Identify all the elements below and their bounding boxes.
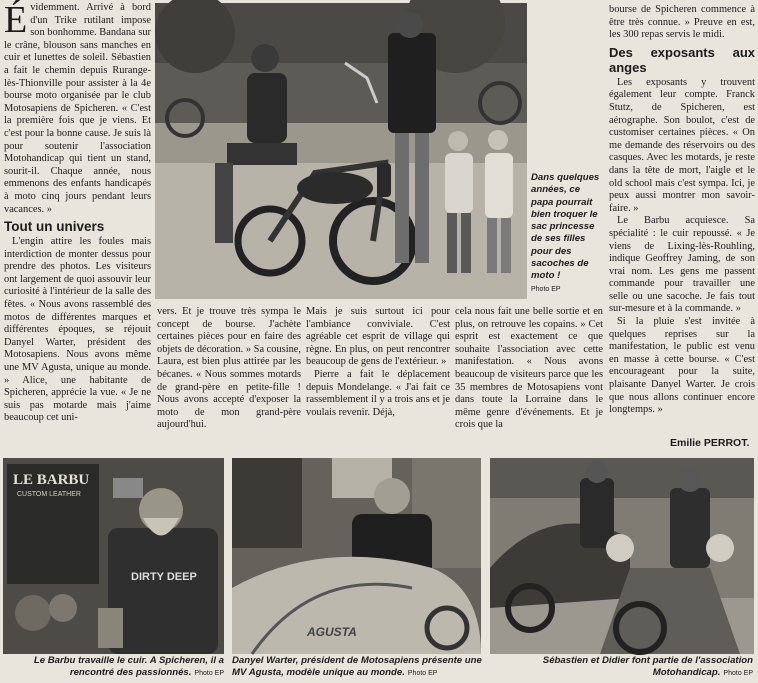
photo-mv-agusta <box>232 458 481 654</box>
photo-main-credit: Photo EP <box>531 285 561 293</box>
paragraph-pluie: Si la pluie s'est invitée à quelques reprises sur la manifestation, le public est venu en masse à cette bourse. « C'est encourageant pour la suite, plaisante Danyel Warter. Je crois que nous allons continuer encore longtemps. » <box>609 316 755 416</box>
caption-trikes <box>520 655 753 680</box>
photo-main-caption-text: Dans quelques années, ce papa pourrait bien troquer le sac princesse de ses filles pour des sacoches de moto ! <box>531 172 600 282</box>
caption-le-barbu-text: Le Barbu travaille le cuir. A Spicheren, il a rencontré des passionnés. <box>33 655 224 678</box>
sign-le-barbu: LE BARBU <box>13 472 90 488</box>
caption-le-barbu-credit: Photo EP <box>194 670 224 677</box>
paragraph-col3a: Mais je suis surtout ici pour l'ambiance conviviale. C'est agréable cet esprit de village qui règne. En plus, on peut rencontrer beaucoup de gens de l'extérieur. » <box>306 306 450 368</box>
article-col4 <box>455 306 603 448</box>
article-right-col <box>609 4 755 422</box>
paragraph-univers: L'engin attire les foules mais interdiction de monter dessus pour prendre des photos. Les visiteurs ont largement de quoi assouvir leur curiosité à l'intérieur de la salle des fêtes. « Nous avons rassemblé des motos de différentes marques et différentes époques, se réjouit Danyel Warter, président des Motosapiens. Nous avons même une MV Agusta, unique au monde. » Alice, une habitante de Spicheren, apprécie la vue. « Je ne suis pas motarde mais j'aime beaucoup cet uni- <box>4 236 151 424</box>
paragraph-exposants: Les exposants y trouvent également leur compte. Franck Stutz, de Spicheren, est aérographe. Son boulot, c'est de customiser certaines pièces. « On me demande des réservoirs ou des casques. Avec les motards, je reste dans la tête de mort, l'aigle et le old school mais c'est sympa. Ici, je peux aussi montrer mon savoir-faire. » <box>609 76 755 214</box>
paragraph-col2: vers. Et je trouve très sympa le concept de bourse. J'achète certaines pièces pour en faire des objets de décoration. » Sa cousine, Laura, est bien plus attirée par les bécanes. « Nous sommes motards de grand-père en petite-fille ! Nous avons accepté d'exposer la moto de mon grand-père aujourd'hui. <box>157 306 301 431</box>
intro-paragraph: videmment. Arrivé à bord d'un Trike rutilant impose son bonhomme. Bandana sur le crâne, blouson sans manches en cuir et lunettes de soleil. Sébastien a fait le chemin depuis Rurange-lès-Thionville pour assister à la 4e bourse moto organisée par le club Motosapiens de Spicheren. « C'est la première fois que je viens. Et c'est pour la bonne cause. Je suis là pour soutenir l'association Motohandicap qui tient un stand, sourit-il. Chaque année, nous emmenons des enfants handicapés à moto cinq jours pendant leurs vacances. » <box>4 2 151 215</box>
subheading-exposants: Des exposants aux anges <box>609 44 755 75</box>
drop-cap: É <box>4 0 28 41</box>
article-col3 <box>306 306 450 448</box>
paragraph-barbu: Le Barbu acquiesce. Sa spécialité : le cuir repoussé. « Je viens de Lixing-lès-Rouhling, indique Geoffrey Jaming, de son vrai nom. Les gens me passent commande pour travailler une selle ou une sacoche. Je fais tout sur-mesure et à la commande. » <box>609 215 755 315</box>
caption-mv-agusta-text: Danyel Warter, président de Motosapiens présente une MV Agusta, modèle unique au monde. <box>232 655 482 678</box>
photo-trike-family <box>155 3 527 299</box>
paragraph-col3b: Pierre a fait le déplacement depuis Mondelange. « J'ai fait ce rassemblement il y a trois ans et je voulais revenir. Déjà, <box>306 368 450 418</box>
subheading-tout-un-univers: Tout un univers <box>4 219 105 235</box>
caption-mv-agusta-credit: Photo EP <box>407 670 438 677</box>
article-col1-top <box>4 0 151 424</box>
caption-trikes-credit: Photo EP <box>723 670 753 677</box>
tank-agusta: AGUSTA <box>307 625 357 639</box>
photo-trikes <box>490 458 754 654</box>
caption-trikes-text: Sébastien et Didier font partie de l'association Motohandicap. <box>542 655 753 678</box>
photo-le-barbu <box>3 458 224 654</box>
paragraph-col4: cela nous fait une belle sortie et en plus, on retrouve les copains. » Cet esprit est exactement ce que souhaite l'association avec cette manifestation. « Nous avons beaucoup de visiteurs parce que les 35 membres de Motosapiens vont dans toute la Lorraine dans le même genre d'événements. Et je crois que la <box>455 306 603 431</box>
paragraph-right-top: bourse de Spicheren commence à être très connue. » Preuve en est, les 300 repas servis le midi. <box>609 4 755 41</box>
shirt-text: DIRTY DEEP <box>131 571 197 583</box>
article-col2 <box>157 306 301 448</box>
photo-main-caption <box>531 172 603 296</box>
author-signature: Emilie PERROT. <box>670 437 750 449</box>
caption-le-barbu <box>12 655 224 680</box>
sign-custom-leather: CUSTOM LEATHER <box>17 491 81 498</box>
caption-mv-agusta <box>232 655 482 680</box>
